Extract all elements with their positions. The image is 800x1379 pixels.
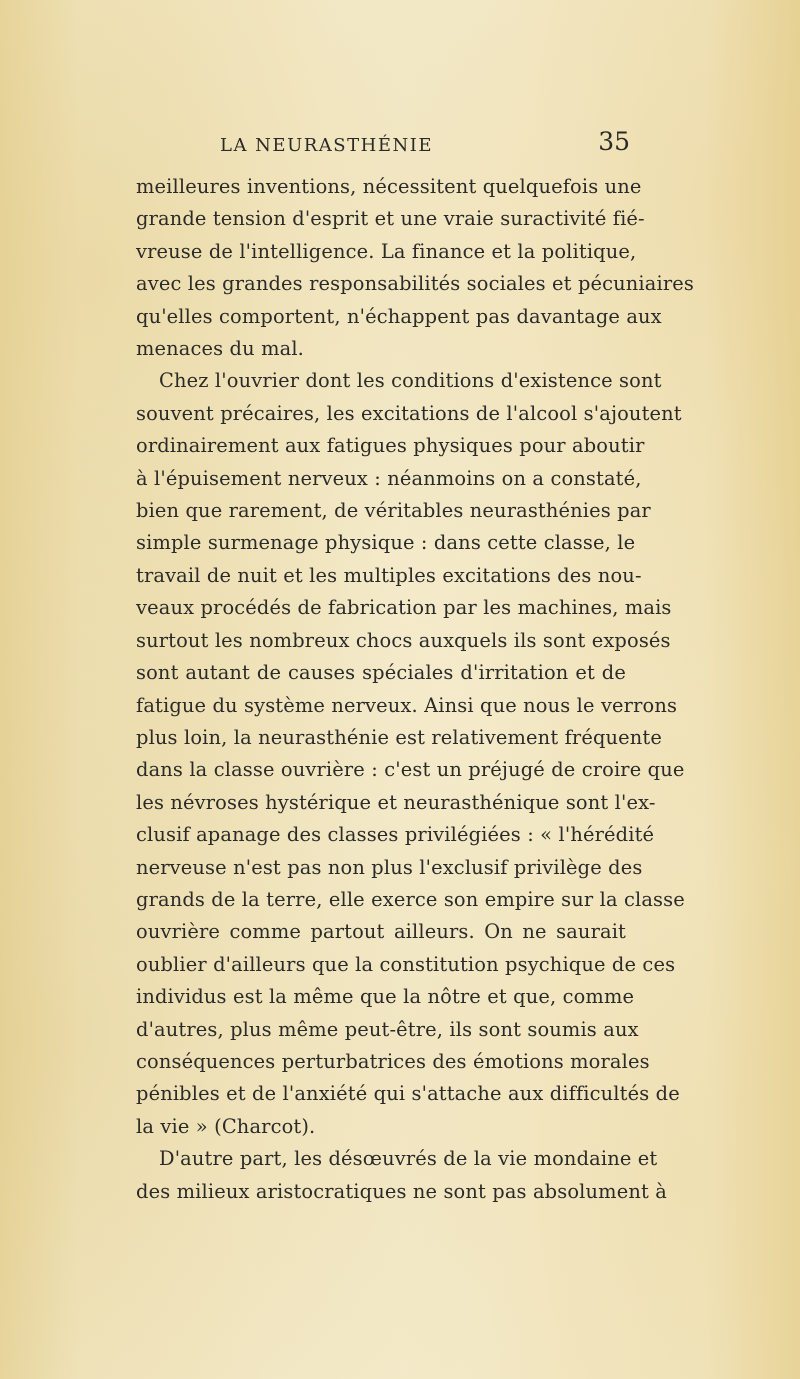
text-line: les névroses hystérique et neurasthénique sont l'ex- bbox=[136, 790, 656, 814]
text-line: ouvrière comme partout ailleurs. On ne saurait bbox=[136, 920, 626, 944]
page-number: 35 bbox=[598, 127, 630, 156]
text-line: la vie » (Charcot). bbox=[136, 1114, 316, 1138]
text-line: travail de nuit et les multiples excitations des nou- bbox=[136, 563, 642, 587]
text-line: clusif apanage des classes privilégiées : « l'hérédité bbox=[136, 823, 655, 847]
text-line: pénibles et de l'anxiété qui s'attache aux difficultés de bbox=[136, 1082, 680, 1106]
text-line: bien que rarement, de véritables neurasthénies par bbox=[136, 499, 651, 523]
body-text bbox=[136, 171, 694, 1208]
text-line: surtout les nombreux chocs auxquels ils sont exposés bbox=[136, 628, 671, 652]
text-line: des milieux aristocratiques ne sont pas absolument à bbox=[136, 1179, 667, 1203]
text-line: individus est la même que la nôtre et que, comme bbox=[136, 985, 635, 1009]
running-head: LA NEURASTHÉNIE bbox=[220, 135, 433, 156]
text-line: sont autant de causes spéciales d'irritation et de bbox=[136, 661, 626, 685]
page-header bbox=[220, 123, 630, 163]
text-line: avec les grandes responsabilités sociales et pécuniaires bbox=[136, 272, 694, 296]
text-line: meilleures inventions, nécessitent quelquefois une bbox=[136, 175, 642, 198]
text-line: grande tension d'esprit et une vraie suractivité fié- bbox=[136, 207, 645, 231]
text-line: Chez l'ouvrier dont les conditions d'existence sont bbox=[159, 369, 662, 393]
text-line: veaux procédés de fabrication par les machines, mais bbox=[136, 596, 672, 620]
text-line: souvent précaires, les excitations de l'alcool s'ajoutent bbox=[136, 401, 682, 425]
text-line: menaces du mal. bbox=[136, 337, 304, 361]
text-line: dans la classe ouvrière : c'est un préjugé de croire que bbox=[136, 758, 685, 782]
text-line: fatigue du système nerveux. Ainsi que nous le verrons bbox=[136, 693, 678, 717]
text-line: vreuse de l'intelligence. La finance et la politique, bbox=[136, 239, 637, 263]
text-line: oublier d'ailleurs que la constitution psychique de ces bbox=[136, 952, 676, 976]
text-line: à l'épuisement nerveux : néanmoins on a constaté, bbox=[136, 466, 642, 490]
text-line: qu'elles comportent, n'échappent pas davantage aux bbox=[136, 304, 662, 328]
text-line: plus loin, la neurasthénie est relativement fréquente bbox=[136, 725, 662, 749]
text-line: grands de la terre, elle exerce son empire sur la classe bbox=[136, 887, 685, 911]
text-line: conséquences perturbatrices des émotions morales bbox=[136, 1049, 650, 1073]
text-line: nerveuse n'est pas non plus l'exclusif privilège des bbox=[136, 855, 643, 879]
text-line: D'autre part, les désœuvrés de la vie mondaine et bbox=[159, 1147, 658, 1171]
text-line: simple surmenage physique : dans cette classe, le bbox=[136, 531, 636, 555]
text-line: d'autres, plus même peut-être, ils sont soumis aux bbox=[136, 1017, 639, 1041]
text-line: ordinairement aux fatigues physiques pour aboutir bbox=[136, 434, 645, 458]
